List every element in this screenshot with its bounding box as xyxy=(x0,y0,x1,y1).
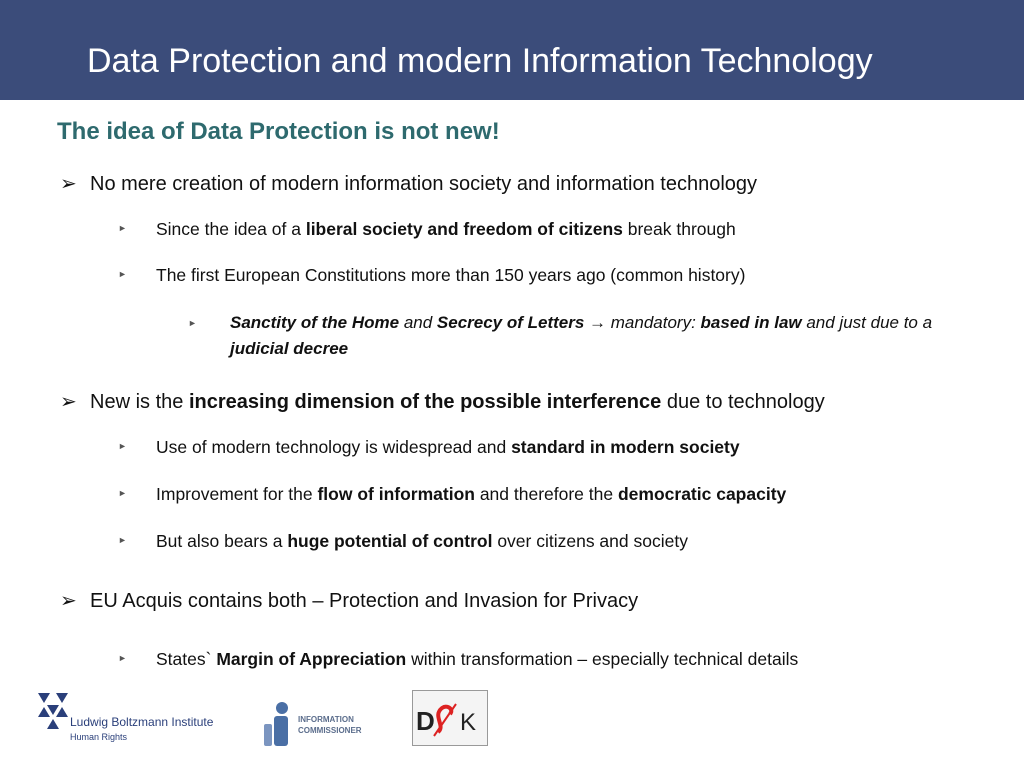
triangle-bullet-icon: ► xyxy=(118,535,127,545)
triangle-bullet-icon: ► xyxy=(188,318,197,328)
svg-text:K: K xyxy=(460,709,477,736)
arrow-bullet-icon: ➢ xyxy=(60,590,77,612)
sub-bullet-2-1: ► Use of modern technology is widespread and standard in modern society xyxy=(118,437,740,457)
slide-title: Data Protection and modern Information Technology xyxy=(87,42,873,80)
lbi-subtitle: Human Rights xyxy=(70,732,128,742)
arrow-bullet-icon: ➢ xyxy=(60,391,77,413)
lbi-emblem-icon xyxy=(36,691,70,731)
ludwig-boltzmann-logo xyxy=(36,689,236,749)
right-arrow-icon: → xyxy=(584,313,611,332)
sub-bullet-1-1: ► Since the idea of a liberal society and freedom of citizens break through xyxy=(118,219,736,239)
slide-subtitle: The idea of Data Protection is not new! xyxy=(57,118,500,145)
information-commissioner-logo xyxy=(262,700,382,752)
ic-label: INFORMATION COMMISSIONER xyxy=(298,715,362,735)
sub-bullet-1-2: ► The first European Constitutions more than 150 years ago (common history) xyxy=(118,265,746,285)
ic-figure-icon xyxy=(262,700,294,750)
sub-bullet-3-1: ► States` Margin of Appreciation within transformation – especially technical details xyxy=(118,649,799,669)
bullet-2: ➢ New is the increasing dimension of the possible interference due to technology xyxy=(60,391,825,413)
arrow-bullet-icon: ➢ xyxy=(60,173,77,195)
triangle-bullet-icon: ► xyxy=(118,488,127,498)
dsk-logo xyxy=(412,690,488,746)
triangle-bullet-icon: ► xyxy=(118,269,127,279)
triangle-bullet-icon: ► xyxy=(118,441,127,451)
sub-bullet-2-2: ► Improvement for the flow of information and therefore the democratic capacity xyxy=(118,484,787,504)
bullet-3: ➢ EU Acquis contains both – Protection and Invasion for Privacy xyxy=(60,590,639,612)
lbi-name: Ludwig Boltzmann Institute xyxy=(70,715,214,729)
sub-sub-bullet-1: ► Sanctity of the Home and Secrecy of Letters → mandatory: based in law and just due to a judicial decree xyxy=(190,310,980,362)
triangle-bullet-icon: ► xyxy=(118,653,127,663)
dsk-emblem-icon xyxy=(412,690,488,746)
bullet-1-text: No mere creation of modern information society and information technology xyxy=(90,173,758,195)
triangle-bullet-icon: ► xyxy=(118,223,127,233)
svg-text:D: D xyxy=(416,706,435,736)
sub-bullet-2-3: ► But also bears a huge potential of control over citizens and society xyxy=(118,531,688,551)
bullet-1 xyxy=(60,171,757,196)
